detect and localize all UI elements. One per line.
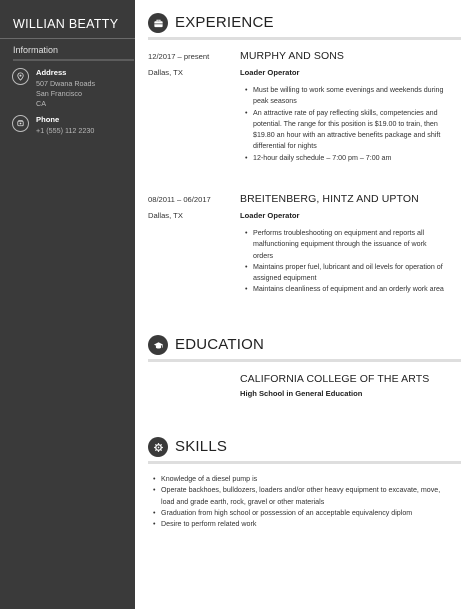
job-1-company: MURPHY AND SONS (240, 50, 344, 62)
job-1-location: Dallas, TX (148, 68, 183, 77)
list-item: • Must be willing to work some evenings and weekends during peak seasons (245, 85, 473, 108)
location-pin-icon (12, 68, 29, 85)
list-item: • Operate backhoes, bulldozers, loaders and/or other heavy equipment to excavate, move, load and grade earth, rock, gravel or other materials (153, 485, 473, 508)
job-2-role: Loader Operator (240, 211, 300, 220)
job-1-role: Loader Operator (240, 68, 300, 77)
job-2-location: Dallas, TX (148, 211, 183, 220)
phone-number[interactable]: +1 (555) 112 2230 (36, 126, 95, 135)
education-school: CALIFORNIA COLLEGE OF THE ARTS (240, 373, 430, 385)
education-degree: High School in General Education (240, 389, 363, 398)
main-content (135, 0, 474, 609)
graduation-cap-icon (148, 335, 168, 355)
sidebar (0, 0, 135, 609)
information-heading: Information (13, 45, 59, 55)
skills-rule (148, 461, 461, 464)
candidate-name: WILLIAN BEATTY (13, 17, 119, 31)
education-title: EDUCATION (175, 336, 265, 353)
job-2-dates: 08/2011 – 06/2017 (148, 195, 211, 204)
address-label: Address (36, 68, 67, 77)
experience-rule (148, 37, 461, 40)
education-rule (148, 359, 461, 362)
skills-title: SKILLS (175, 438, 228, 455)
job-2-company: BREITENBERG, HINTZ AND UPTON (240, 193, 419, 205)
list-item: • Graduation from high school or possession of an acceptable equivalency diplom (153, 508, 473, 519)
list-item: • Performs troubleshooting on equipment and reports all malfunctioning equipment through the issuance of work orders (245, 228, 473, 262)
briefcase-icon (148, 13, 168, 33)
list-item: • Desire to perform related work (153, 519, 473, 530)
job-1-bullets (245, 85, 473, 164)
address-line-3: CA (36, 99, 46, 108)
list-item: • Knowledge of a diesel pump is (153, 474, 473, 485)
address-line-2: San Francisco (36, 89, 82, 98)
address-line-1: 507 Dwana Roads (36, 79, 96, 88)
gears-icon (148, 437, 168, 457)
job-2-bullets (245, 228, 473, 296)
phone-icon (12, 115, 29, 132)
list-item: • Maintains proper fuel, lubricant and oil levels for operation of assigned equipment (245, 262, 473, 285)
job-1-dates: 12/2017 – present (148, 52, 210, 61)
sidebar-divider (0, 38, 135, 39)
list-item: • An attractive rate of pay reflecting skills, competencies and potential. The range for this position is $19.00 to train, then $19.80 an hour with an attractive benefits package and shift differential for nights (245, 108, 473, 153)
experience-title: EXPERIENCE (175, 14, 274, 31)
list-item: • Maintains cleanliness of equipment and an orderly work area (245, 284, 473, 295)
skills-bullets (153, 474, 473, 530)
information-underline (13, 59, 134, 61)
phone-label: Phone (36, 115, 60, 124)
list-item: • 12-hour daily schedule – 7:00 pm – 7:00 am (245, 153, 473, 164)
